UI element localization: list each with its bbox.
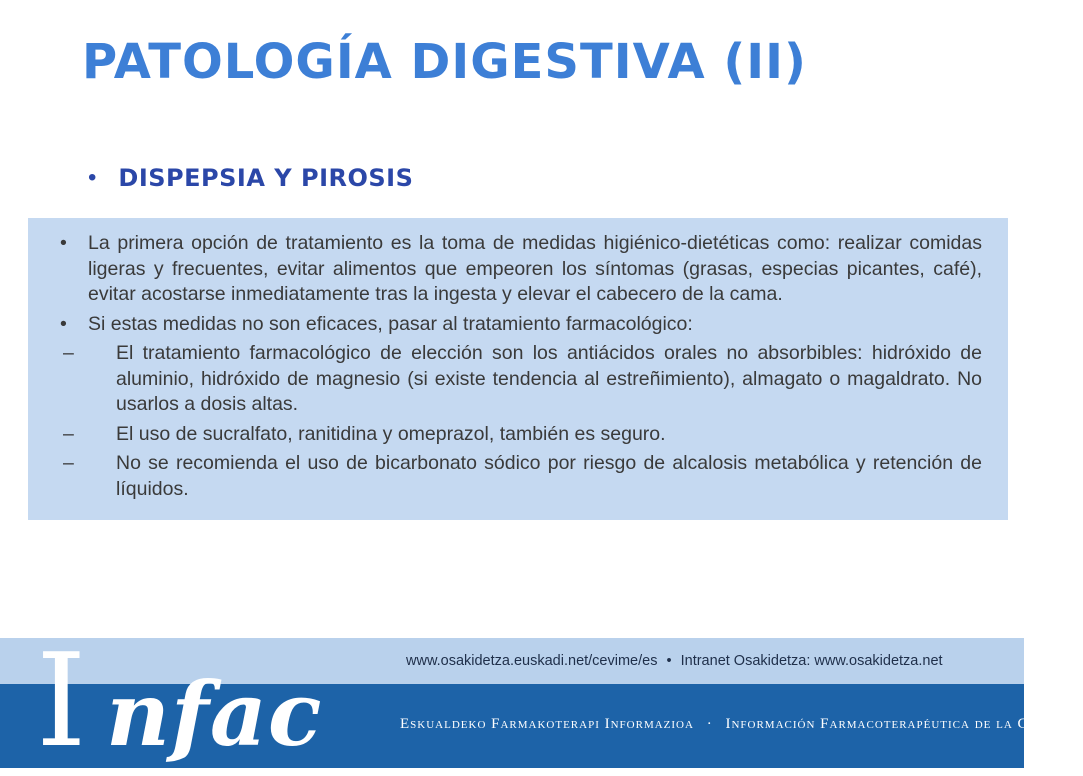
sub-list-item bbox=[60, 341, 982, 418]
sub-list-item-text: No se recomienda el uso de bicarbonato sódico por riesgo de alcalosis metabólica y retención de líquidos. bbox=[116, 452, 982, 500]
sub-list-item-text: El tratamiento farmacológico de elección son los antiácidos orales no absorbibles: hidróxido de aluminio, hidróxido de magnesio (si existe tendencia al estreñimiento), almagato o magaldrato. No usarlos a dosis altas. bbox=[116, 342, 982, 415]
intranet-link[interactable]: Intranet Osakidetza: www.osakidetza.net bbox=[680, 653, 943, 669]
bullet-icon: • bbox=[88, 164, 97, 191]
list-item bbox=[60, 312, 982, 338]
bullet-icon: • bbox=[60, 232, 67, 254]
bullet-icon: • bbox=[60, 312, 67, 335]
cevime-link[interactable]: www.osakidetza.euskadi.net/cevime/es bbox=[406, 653, 658, 669]
tagline-es: Información Farmacoterapéutica de la Comarca bbox=[725, 716, 1083, 732]
dash-icon: – bbox=[63, 422, 74, 445]
tagline-separator: · bbox=[706, 716, 713, 732]
logo-letter-i: I bbox=[36, 627, 87, 776]
logo-text: nfac bbox=[106, 662, 323, 766]
content-box bbox=[28, 218, 1008, 520]
sub-list-item-text: El uso de sucralfato, ranitidina y omeprazol, también es seguro. bbox=[116, 422, 666, 445]
dash-icon: – bbox=[63, 452, 74, 474]
slide-subtitle: DISPEPSIA Y PIROSIS bbox=[118, 164, 414, 192]
sub-list-item bbox=[60, 422, 982, 448]
tagline-eu: Eskualdeko Farmakoterapi Informazioa bbox=[400, 716, 694, 732]
sub-list-item bbox=[60, 451, 982, 502]
slide-title: PATOLOGÍA DIGESTIVA (II) bbox=[82, 34, 807, 90]
footer-links bbox=[406, 653, 943, 669]
footer-tagline bbox=[400, 716, 1083, 733]
dash-icon: – bbox=[63, 342, 74, 364]
subtitle-row bbox=[88, 164, 413, 192]
separator-dot: • bbox=[666, 653, 672, 669]
list-item bbox=[60, 231, 982, 308]
list-item-text: La primera opción de tratamiento es la toma de medidas higiénico-dietéticas como: realizar comidas ligeras y frecuentes, evitar alimentos que empeoren los síntomas (grasas, especias picantes, café), evitar acostarse inmediatamente tras la ingesta y elevar el cabecero de la cama. bbox=[88, 232, 982, 305]
list-item-text: Si estas medidas no son eficaces, pasar al tratamiento farmacológico: bbox=[88, 312, 693, 335]
infac-logo bbox=[36, 627, 336, 776]
